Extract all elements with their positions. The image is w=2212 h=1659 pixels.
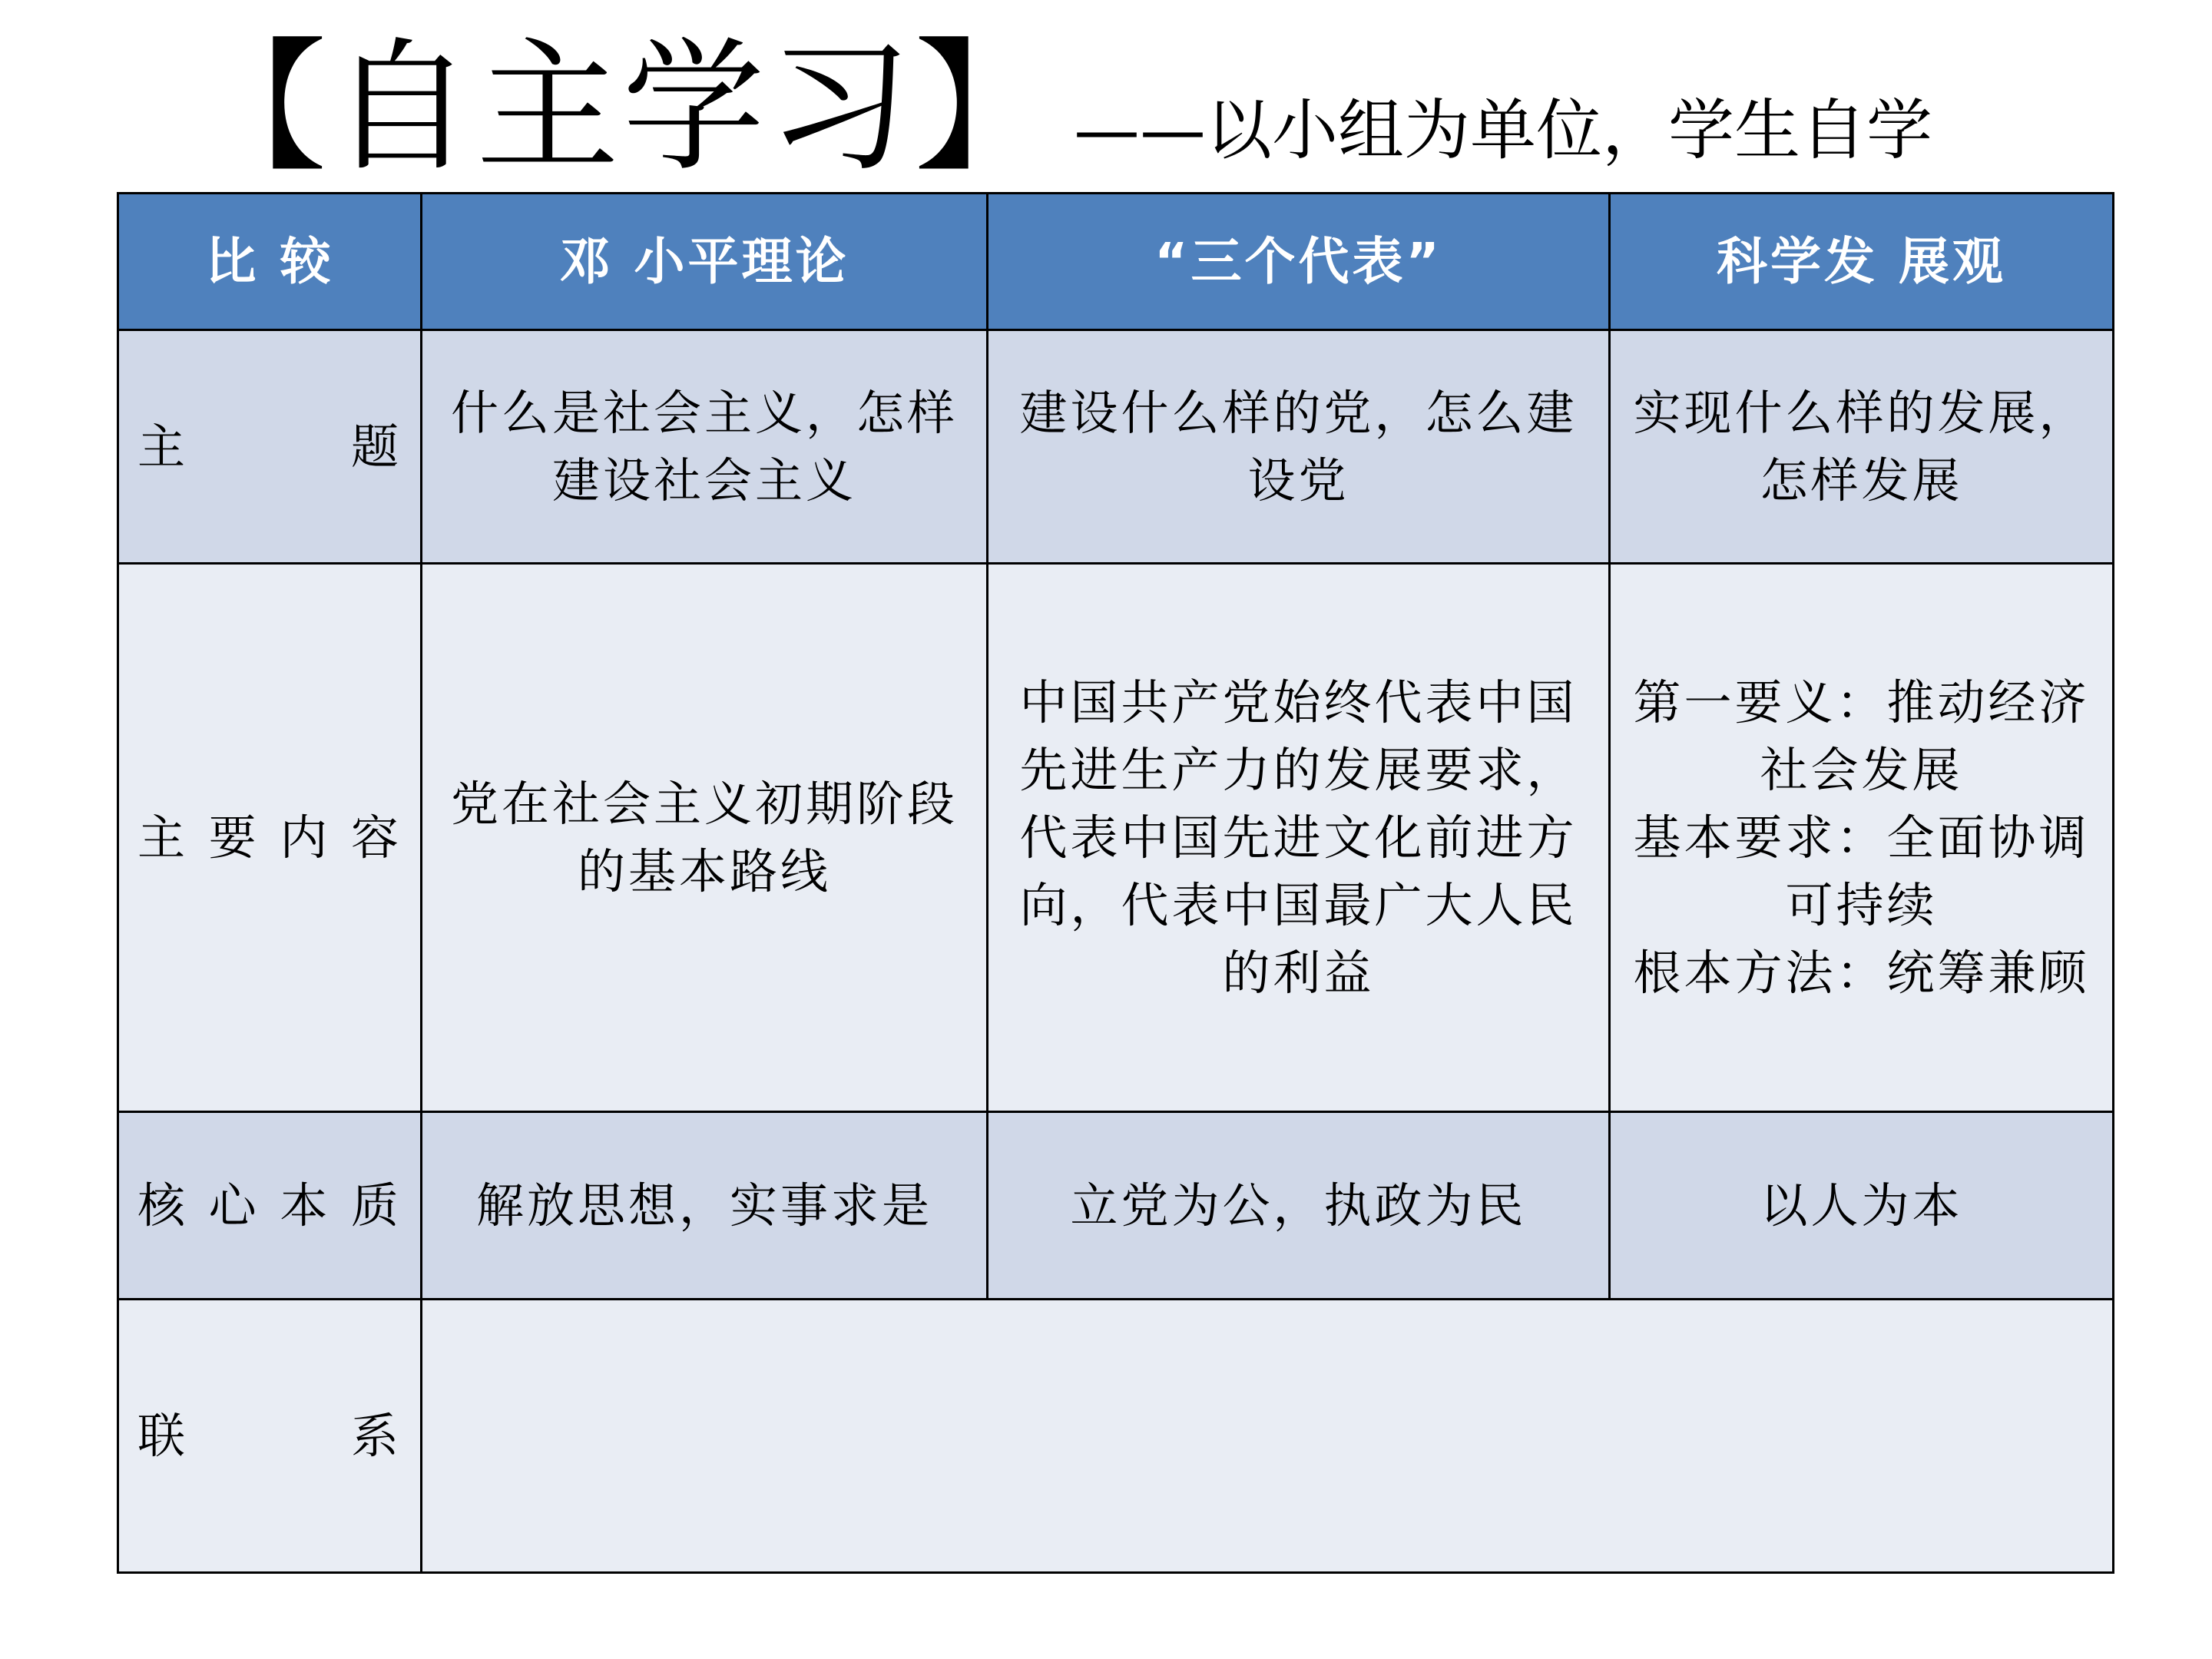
row-label-relation: 联 系 [118, 1300, 422, 1573]
row-label-theme: 主 题 [118, 330, 422, 564]
content-line-first-principle: 第一要义：推动经济社会发展 [1633, 674, 2090, 798]
header-deng-theory: 邓 小平理论 [422, 194, 988, 330]
cell-content-deng: 党在社会主义初期阶段的基本路线 [422, 564, 988, 1112]
cell-core-scientific-outlook: 以人为本 [1610, 1112, 2114, 1300]
row-label-core: 核心本质 [118, 1112, 422, 1300]
cell-content-scientific-outlook [1610, 564, 2114, 1112]
table-row-content [118, 564, 2114, 1112]
row-label-content: 主要内容 [118, 564, 422, 1112]
page-title [184, 24, 1933, 190]
header-compare: 比 较 [118, 194, 422, 330]
cell-content-three-represents: 中国共产党始终代表中国先进生产力的发展要求，代表中国先进文化前进方向，代表中国最广大人民的利益 [988, 564, 1610, 1112]
table-row-core [118, 1112, 2114, 1300]
title-subtitle: ——以小组为单位，学生自学 [1074, 92, 1933, 169]
content-line-fundamental-method: 根本方法：统筹兼顾 [1633, 944, 2090, 1001]
comparison-table [117, 192, 2114, 1574]
header-three-represents: “三个代表” [988, 194, 1610, 330]
header-scientific-outlook: 科学发 展观 [1610, 194, 2114, 330]
cell-theme-three-represents: 建设什么样的党，怎么建设党 [988, 330, 1610, 564]
table-row-relation [118, 1300, 2114, 1573]
title-main: 【自主学习】 [184, 24, 1061, 190]
cell-relation-content[interactable] [422, 1300, 2114, 1573]
table-row-theme [118, 330, 2114, 564]
cell-theme-deng: 什么是社会主义，怎样建设社会主义 [422, 330, 988, 564]
content-line-basic-requirement: 基本要求：全面协调可持续 [1633, 809, 2090, 933]
table-header-row [118, 194, 2114, 330]
cell-theme-scientific-outlook: 实现什么样的发展，怎样发展 [1610, 330, 2114, 564]
cell-core-three-represents: 立党为公，执政为民 [988, 1112, 1610, 1300]
cell-core-deng: 解放思想，实事求是 [422, 1112, 988, 1300]
